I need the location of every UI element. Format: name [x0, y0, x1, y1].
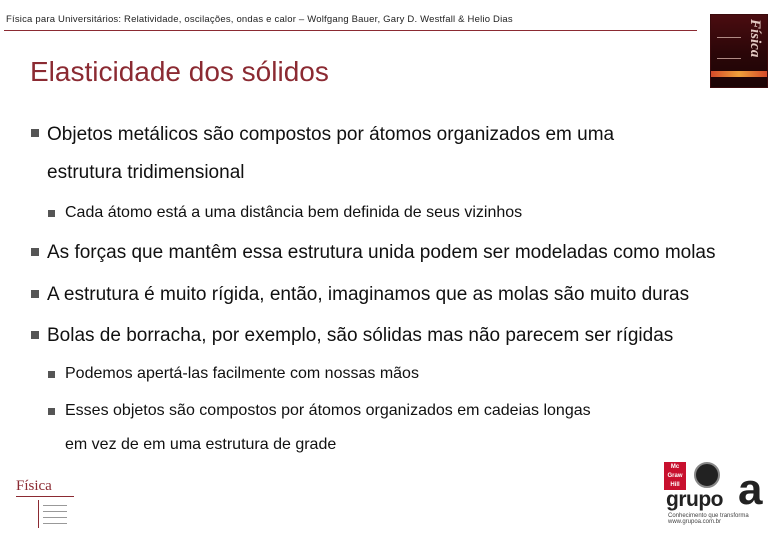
bullet-marker [31, 290, 39, 298]
grupo-tagline-text: Conhecimento que transforma [668, 513, 749, 519]
grupo-url: www.grupoa.com.br [668, 519, 722, 525]
bullet-item-3: A estrutura é muito rígida, então, imaginamos que as molas são muito duras [47, 284, 690, 305]
sub-bullet-marker [48, 408, 55, 415]
grupo-tagline [668, 513, 749, 525]
fisica-logo-text: Física [16, 478, 52, 494]
fisica-logo-lines [38, 500, 73, 528]
sub-bullet-item-1-1: Cada átomo está a uma distância bem definida de seus vizinhos [65, 204, 523, 221]
slide-title: Elasticidade dos sólidos [30, 56, 329, 87]
bullet-marker [31, 129, 39, 137]
sub-bullet-item-4-1: Podemos apertá-las facilmente com nossas mãos [65, 365, 419, 382]
bullet-item-1-continuation: estrutura tridimensional [47, 162, 245, 183]
bullet-item-4: Bolas de borracha, por exemplo, são sólidas mas não parecem ser rígidas [47, 325, 674, 346]
sub-bullet-item-4-2-continuation: em vez de em uma estrutura de grade [65, 436, 337, 453]
grupo-word: grupo [666, 488, 723, 511]
grupo-a-logo [660, 458, 772, 528]
fisica-logo-rule [16, 496, 74, 497]
fisica-logo [16, 478, 80, 528]
bullet-marker [31, 248, 39, 256]
grupo-letter: a [738, 465, 763, 514]
seal-icon [694, 462, 720, 488]
book-cover-image [710, 14, 768, 88]
bullet-item-1: Objetos metálicos são compostos por átomos organizados em uma [47, 124, 615, 145]
header-divider [4, 30, 697, 31]
mcgraw-hill-logo: Mc Graw Hill [664, 462, 686, 490]
sub-bullet-marker [48, 210, 55, 217]
bullet-marker [31, 331, 39, 339]
cover-stripe [711, 71, 767, 77]
header-citation: Física para Universitários: Relatividade, oscilações, ondas e calor – Wolfgang Bauer, Gary D. Westfall & Helio Dias [6, 14, 513, 25]
cover-title: Física [747, 19, 763, 58]
sub-bullet-item-4-2: Esses objetos são compostos por átomos organizados em cadeias longas [65, 402, 591, 419]
cover-decoration [717, 37, 741, 59]
bullet-item-2: As forças que mantêm essa estrutura unida podem ser modeladas como molas [47, 242, 716, 263]
sub-bullet-marker [48, 371, 55, 378]
